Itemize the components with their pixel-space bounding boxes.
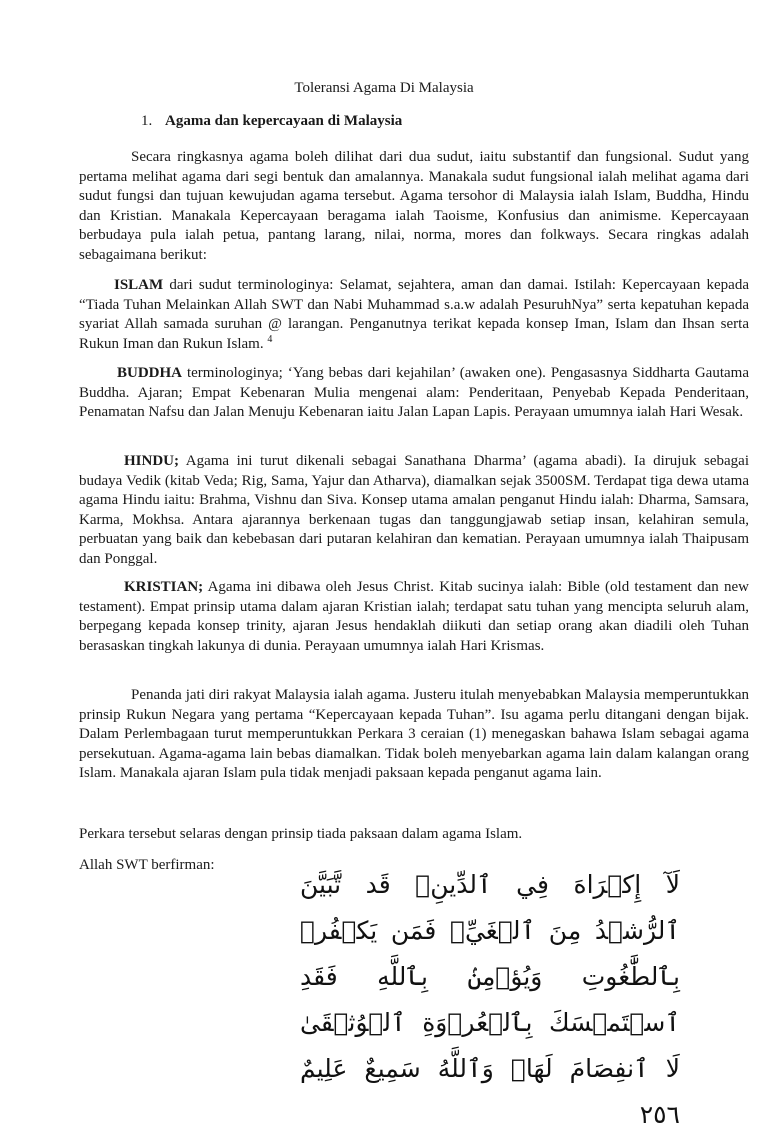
- intro-paragraph: Secara ringkasnya agama boleh dilihat dari dua sudut, iaitu substantif dan fungsional. Sudut yang pertama melihat agama dari segi bentuk dan amalannya. Manakala sudut fungsional ialah melihat agama dari sudut fungsi dan tujuan kewujudan agama tersebut. Agama tersohor di Malaysia ialah Islam, Buddha, Hindu dan Kristian. Manakala Kepercayaan beragama ialah Taoisme, Konfusius dan animisme. Kepercayaan berbudaya pula ialah petua, pantang larang, nilai, norma, mores dan folkways. Secara ringkas adalah sebagaimana berikut:: [79, 149, 749, 263]
- religion-name: KRISTIAN;: [124, 579, 204, 595]
- religion-name: BUDDHA: [117, 365, 183, 381]
- religion-text: dari sudut terminologinya: Selamat, sejahtera, aman dan damai. Istilah: Kepercayaan kepada “Tiada Tuhan Melainkan Allah SWT dan Nabi Muhammad s.a.w adalah PesuruhNya” serta kepatuhan kepada syariat Allah samada suruhan @ larangan. Penganutnya terikat kepada konsep Iman, Islam dan Ihsan serta Rukun Iman dan Rukun Islam.: [79, 277, 749, 352]
- religion-buddha: [79, 364, 749, 423]
- religion-text: Agama ini dibawa oleh Jesus Christ. Kitab sucinya ialah: Bible (old testament dan new testament). Empat prinsip utama dalam ajaran Kristian ialah; terdapat satu tuhan yang mencipta seluruh alam, berpegang kepada konsep trinity, ajaran Jesus hendaklah diikuti dan setiap orang akan diadili oleh Tuhan berasaskan tingkah lakunya di dunia. Perayaan umumnya ialah Hari Krismas.: [79, 579, 749, 654]
- religion-hindu: [79, 452, 749, 570]
- religion-text: Agama ini turut dikenali sebagai Sanathana Dharma’ (agama abadi). Ia dirujuk sebagai budaya Vedik (kitab Veda; Rig, Sama, Yajur dan Atharva), diamalkan sejak 3500SM. Terdapat tiga dewa utama agama Hindu iaitu: Brahma, Vishnu dan Siva. Konsep utama amalan penganut Hindu ialah: Dharma, Samsara, Karma, Mokhsa. Antara ajarannya berkenaan tugas dan tanggungjawab setiap insan, kelahiran semula, perbuatan yang baik dan kebebasan dari putaran kelahiran dan kematian. Perayaan umumnya ialah Thaipusam dan Ponggal.: [79, 453, 749, 567]
- document-title: Toleransi Agama Di Malaysia: [294, 80, 474, 96]
- principle-paragraph: Perkara tersebut selaras dengan prinsip tiada paksaan dalam agama Islam.: [79, 826, 523, 842]
- identity-paragraph: Penanda jati diri rakyat Malaysia ialah agama. Justeru itulah menyebabkan Malaysia memperuntukkan prinsip Rukun Negara yang pertama “Kepercayaan kepada Tuhan”. Isu agama perlu ditangani dengan bijak. Dalam Perlembagaan turut memperuntukkan Perkara 3 ceraian (1) menegaskan bahawa Islam sebagai agama persekutuan. Agama-agama lain bebas diamalkan. Tidak boleh menyebarkan agama lain dalam kalangan orang Islam. Manakala ajaran Islam pula tidak menjadi paksaan kepada penganut agama lain.: [79, 687, 749, 782]
- quote-intro: Allah SWT berfirman:: [79, 857, 215, 873]
- section-heading-text: Agama dan kepercayaan di Malaysia: [165, 113, 403, 129]
- footnote-marker: 4: [267, 333, 273, 345]
- quran-verse: لَآ إِكۡرَاهَ فِي ٱلدِّينِۖ قَد تَّبَيَّنَ ٱلرُّشۡدُ مِنَ ٱلۡغَيِّۚ فَمَن يَكۡفُرۡ بِٱلطَّٰغُوتِ وَيُؤۡمِنۢ بِٱللَّهِ فَقَدِ ٱسۡتَمۡسَكَ بِٱلۡعُرۡوَةِ ٱلۡوُثۡقَىٰ لَا ٱنفِصَامَ لَهَاۗ وَٱللَّهُ سَمِيعٌ عَلِيمٌ ٢٥٦: [300, 870, 680, 1129]
- section-heading: [141, 113, 402, 130]
- religion-islam: [79, 276, 749, 354]
- section-number: 1.: [141, 113, 153, 129]
- religion-name: HINDU;: [124, 453, 179, 469]
- religion-name: ISLAM: [114, 277, 164, 293]
- religion-kristian: [79, 578, 749, 656]
- religion-text: terminologinya; ‘Yang bebas dari kejahilan’ (awaken one). Pengasasnya Siddharta Gautama Buddha. Ajaran; Empat Kebenaran Mulia mengenai alam: Penderitaan, Penyebab Kepada Penderitaan, Penamatan Nafsu dan Jalan Menuju Kebenaran iaitu Jalan Lapan Lapis. Perayaan umumnya ialah Hari Wesak.: [79, 365, 749, 421]
